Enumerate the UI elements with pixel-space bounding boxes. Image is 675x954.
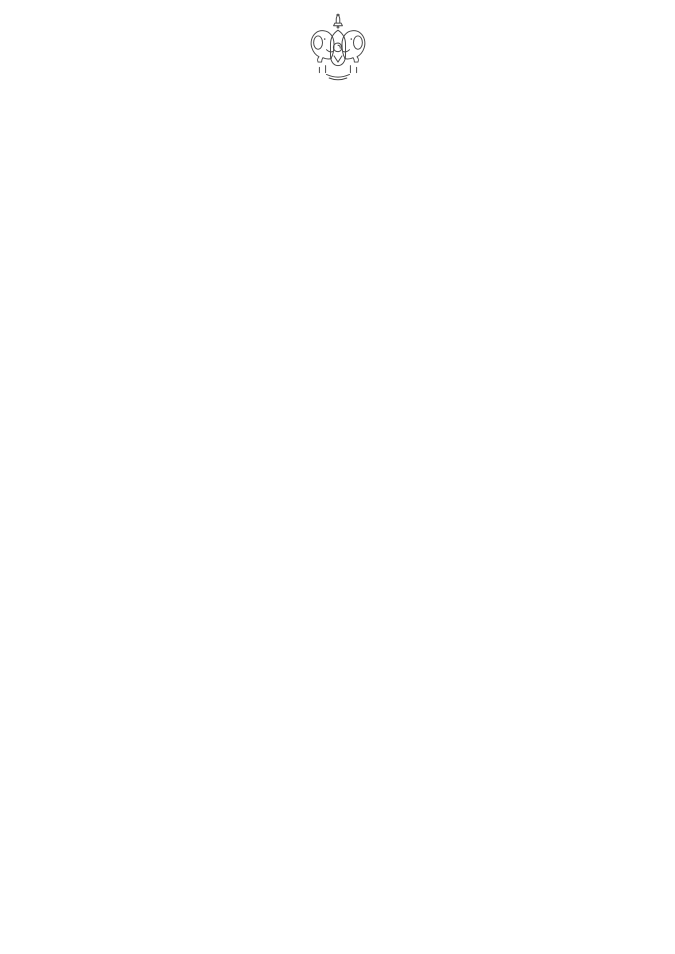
prize-results [65,215,655,247]
contact-row-2 [64,139,639,157]
page-footer [0,928,675,942]
kerala-state-emblem-icon [307,8,369,91]
contact-block [64,121,639,157]
ending-numbers-heading [65,215,585,243]
contact-row-1 [64,121,639,139]
